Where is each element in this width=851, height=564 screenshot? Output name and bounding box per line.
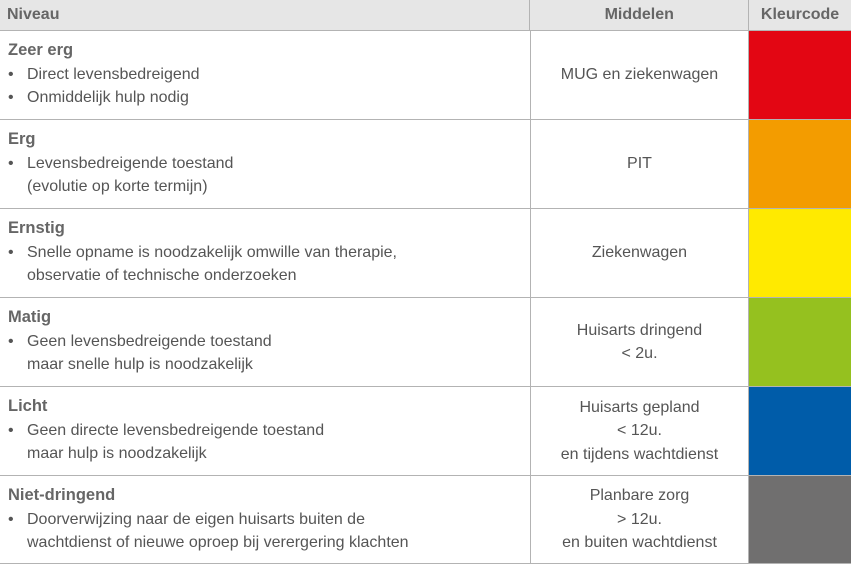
bullet-icon: •	[8, 332, 14, 350]
niveau-cell	[0, 209, 531, 297]
middelen-line: Huisarts dringend	[576, 321, 703, 339]
bullet-icon: •	[8, 89, 14, 106]
niveau-cell	[0, 31, 531, 119]
niveau-description-line	[8, 152, 530, 176]
niveau-description-line	[8, 241, 530, 265]
bullet-icon: •	[8, 154, 14, 172]
header-kleurcode: Kleurcode	[760, 6, 840, 23]
bullet-icon: •	[8, 510, 14, 528]
niveau-title: Niet-dringend	[8, 486, 116, 504]
niveau-description-text: maar hulp is noodzakelijk	[27, 445, 207, 462]
middelen-line: PIT	[627, 155, 652, 173]
middelen-line: < 12u.	[617, 422, 662, 440]
table-row	[0, 209, 851, 298]
niveau-description-line	[8, 442, 530, 466]
kleurcode-swatch	[749, 387, 851, 475]
table-row	[0, 31, 851, 120]
niveau-cell	[0, 476, 531, 563]
niveau-title: Ernstig	[8, 219, 65, 237]
niveau-cell	[0, 120, 531, 208]
niveau-title: Licht	[8, 397, 48, 415]
niveau-description-text: Levensbedreigende toestand	[27, 154, 234, 172]
table-body	[0, 31, 851, 564]
middelen-line: > 12u.	[617, 510, 662, 528]
table-row	[0, 298, 851, 387]
niveau-description-line	[8, 175, 530, 199]
kleurcode-swatch	[749, 31, 851, 119]
niveau-description-text: Geen directe levensbedreigende toestand	[27, 421, 325, 439]
niveau-description-text: Onmiddelijk hulp nodig	[27, 89, 189, 106]
table-header	[0, 0, 851, 31]
niveau-description-line	[8, 353, 530, 377]
middelen-cell	[531, 298, 749, 386]
bullet-icon: •	[8, 65, 14, 83]
middelen-line: < 2u.	[621, 345, 658, 362]
middelen-line: Planbare zorg	[589, 487, 690, 505]
niveau-description-text: maar snelle hulp is noodzakelijk	[27, 356, 253, 373]
kleurcode-swatch	[749, 298, 851, 386]
niveau-description-text: Direct levensbedreigend	[27, 65, 200, 83]
kleurcode-swatch	[749, 120, 851, 208]
niveau-title: Erg	[8, 130, 36, 148]
middelen-line: Huisarts gepland	[579, 398, 700, 416]
niveau-description-text: observatie of technische onderzoeken	[27, 267, 297, 284]
table-row	[0, 476, 851, 564]
bullet-icon: •	[8, 243, 14, 261]
niveau-description-text: (evolutie op korte termijn)	[27, 178, 208, 195]
kleurcode-swatch	[749, 476, 851, 563]
niveau-title: Matig	[8, 308, 52, 326]
niveau-description-text: wachtdienst of nieuwe oproep bij verergering klachten	[27, 534, 409, 551]
table-row	[0, 387, 851, 476]
middelen-line: en tijdens wachtdienst	[560, 445, 719, 463]
niveau-cell	[0, 387, 531, 475]
middelen-cell	[531, 120, 749, 208]
bullet-icon: •	[8, 421, 14, 439]
niveau-description-line	[8, 419, 530, 443]
middelen-cell	[531, 387, 749, 475]
niveau-title: Zeer erg	[8, 41, 74, 59]
middelen-line: en buiten wachtdienst	[562, 534, 717, 552]
niveau-description-text: Snelle opname is noodzakelijk omwille van therapie,	[27, 243, 397, 261]
niveau-description-text: Geen levensbedreigende toestand	[27, 332, 272, 350]
header-middelen: Middelen	[530, 0, 749, 30]
niveau-description-line	[8, 86, 530, 110]
middelen-cell	[531, 476, 749, 563]
middelen-line: Ziekenwagen	[591, 244, 688, 262]
middelen-line: MUG en ziekenwagen	[560, 66, 719, 84]
niveau-description-line	[8, 531, 530, 555]
niveau-description-line	[8, 264, 530, 288]
middelen-cell	[531, 209, 749, 297]
niveau-description-line	[8, 508, 530, 532]
header-niveau: Niveau	[0, 0, 530, 30]
niveau-description-text: Doorverwijzing naar de eigen huisarts buiten de	[27, 510, 365, 528]
niveau-description-line	[8, 63, 530, 87]
niveau-description-line	[8, 330, 530, 354]
kleurcode-swatch	[749, 209, 851, 297]
table-row	[0, 120, 851, 209]
middelen-cell	[531, 31, 749, 119]
niveau-cell	[0, 298, 531, 386]
